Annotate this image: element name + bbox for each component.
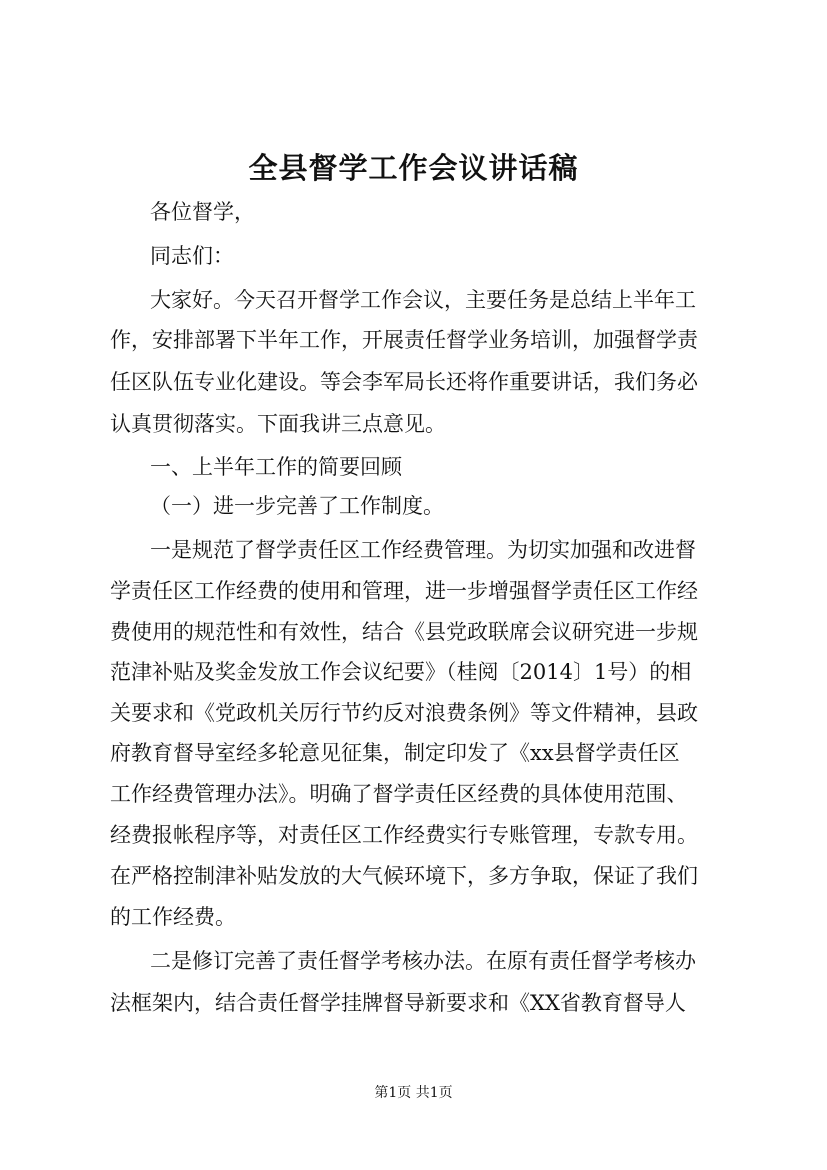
- paragraph-line: 作，安排部署下半年工作，开展责任督学业务培训，加强督学责: [110, 328, 698, 352]
- paragraph-line: 的工作经费。: [110, 905, 236, 929]
- paragraph-line: 认真贯彻落实。下面我讲三点意见。: [110, 412, 446, 436]
- paragraph-line: 学责任区工作经费的使用和管理，进一步增强督学责任区工作经: [110, 579, 698, 603]
- salutation-line: 同志们：: [150, 244, 234, 268]
- paragraph-line: 大家好。今天召开督学工作会议，主要任务是总结上半年工: [150, 288, 696, 312]
- paragraph-line: 二是修订完善了责任督学考核办法。在原有责任督学考核办: [150, 949, 696, 973]
- paragraph-line: 任区队伍专业化建设。等会李军局长还将作重要讲话，我们务必: [110, 370, 698, 394]
- page-footer: 第1页 共1页: [374, 1085, 453, 1101]
- section-heading: 一、上半年工作的简要回顾: [150, 455, 402, 479]
- page-title: 全县督学工作会议讲话稿: [248, 151, 579, 185]
- paragraph-line: 关要求和《党政机关厉行节约反对浪费条例》等文件精神，县政: [110, 701, 698, 725]
- subsection-heading: （一）进一步完善了工作制度。: [150, 494, 444, 518]
- paragraph-line: 范津补贴及奖金发放工作会议纪要》（桂阅〔2014〕1号）的相: [110, 660, 692, 684]
- paragraph-line: 工作经费管理办法》。明确了督学责任区经费的具体使用范围、: [110, 782, 688, 806]
- paragraph-line: 府教育督导室经多轮意见征集，制定印发了《xx县督学责任区: [110, 741, 680, 765]
- paragraph-line: 一是规范了督学责任区工作经费管理。为切实加强和改进督: [150, 538, 696, 562]
- salutation-line: 各位督学，: [150, 200, 255, 224]
- paragraph-line: 法框架内，结合责任督学挂牌督导新要求和《XX省教育督导人: [110, 991, 686, 1015]
- paragraph-line: 经费报帐程序等，对责任区工作经费实行专账管理，专款专用。: [110, 823, 698, 847]
- paragraph-line: 在严格控制津补贴发放的大气候环境下，多方争取，保证了我们: [110, 864, 698, 888]
- paragraph-line: 费使用的规范性和有效性，结合《县党政联席会议研究进一步规: [110, 620, 698, 644]
